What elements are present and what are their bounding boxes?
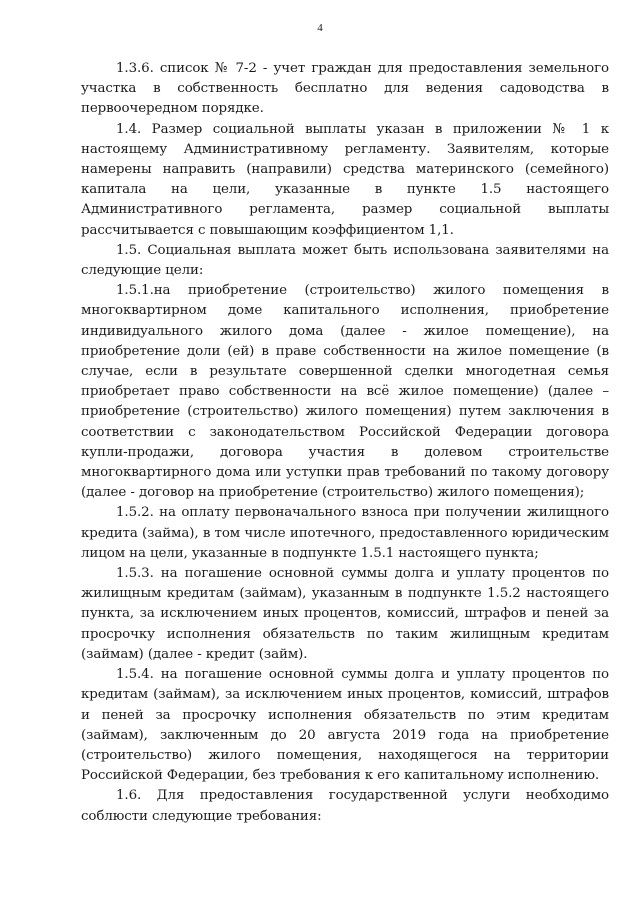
paragraph-1-5-3: 1.5.3. на погашение основной суммы долга и уплату процентов по жилищным кредитам (займам), указанным в подпункте 1.5.2 настоящего пункта, за исключением иных процентов, комиссий, штрафов и пеней за просрочку исполнения обязательств по таким жилищным кредитам (займам) (далее - кредит (займ).	[81, 566, 609, 662]
paragraph-1-6: 1.6. Для предоставления государственной услуги необходимо соблюсти следующие требования:	[81, 788, 609, 824]
document-body	[81, 59, 609, 827]
page-number: 4	[317, 22, 323, 34]
paragraph-1-5: 1.5. Социальная выплата может быть использована заявителями на следующие цели:	[81, 242, 609, 279]
paragraph-1-5-2: 1.5.2. на оплату первоначального взноса при получении жилищного кредита (займа), в том числе ипотечного, предоставленного юридическим лицом на цели, указанные в подпункте 1.5.1 настоящего пункта;	[81, 505, 609, 561]
paragraph-1-5-1: 1.5.1.на приобретение (строительство) жилого помещения в многоквартирном доме капитального исполнения, приобретение индивидуального жилого дома (далее - жилое помещение), на приобретение доли (ей) в праве собственности на жилое помещение (в случае, если в результате совершенной сделки многодетная семья приобретает право собственности на всё жилое помещение) (далее – приобретение (строительство) жилого помещения) путем заключения в соответствии с законодательством Российской Федерации договора купли-продажи, договора участия в долевом строительстве многоквартирного дома или уступки прав требований по такому договору (далее - договор на приобретение (строительство) жилого помещения);	[81, 283, 609, 501]
paragraph-1-5-4: 1.5.4. на погашение основной суммы долга и уплату процентов по кредитам (займам), за исключением иных процентов, комиссий, штрафов и пеней за просрочку исполнения обязательств по этим кредитам (займам), заключенным до 20 августа 2019 года на приобретение (строительство) жилого помещения, находящегося на территории Российской Федерации, без требования к его капитальному исполнению.	[81, 667, 609, 784]
paragraph-1-3-6: 1.3.6. список № 7-2 - учет граждан для предоставления земельного участка в собственность бесплатно для ведения садоводства в первоочередном порядке.	[81, 61, 609, 117]
paragraph-1-4: 1.4. Размер социальной выплаты указан в приложении № 1 к настоящему Административному регламенту. Заявителям, которые намерены направить (направили) средства материнского (семейного) капитала на цели, указанные в пункте 1.5 настоящего Административного регламента, размер социальной выплаты рассчитывается с повышающим коэффициентом 1,1.	[81, 121, 609, 238]
